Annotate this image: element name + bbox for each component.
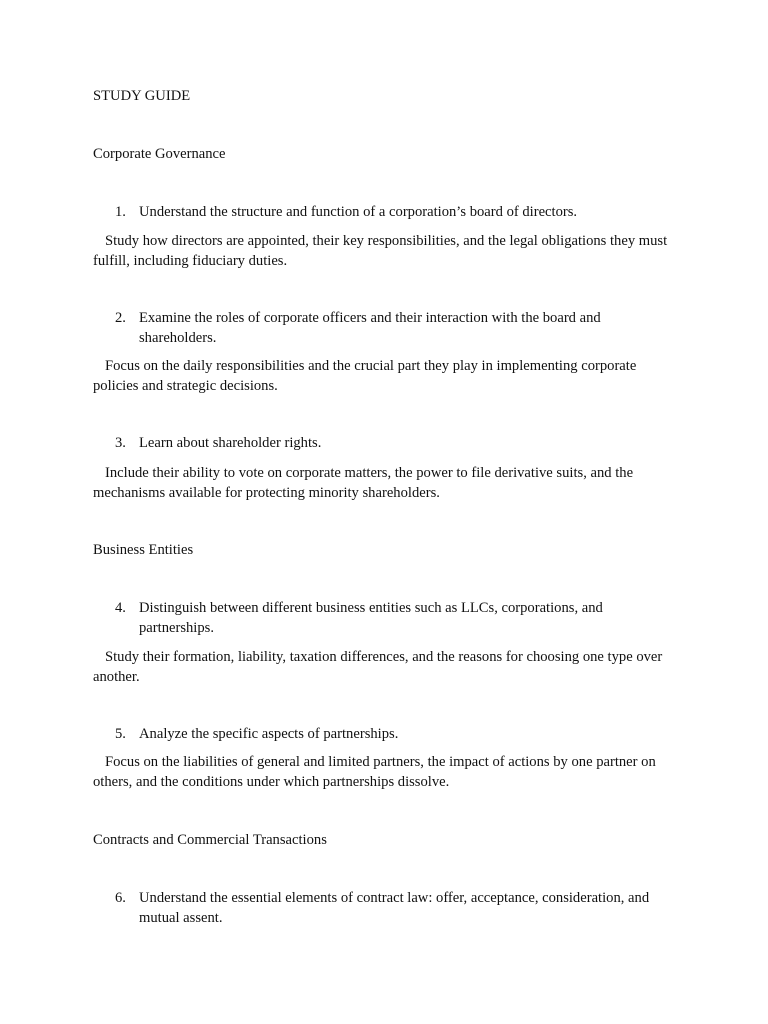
document-title: STUDY GUIDE: [93, 88, 191, 104]
list-item-number: 3.: [115, 435, 126, 451]
list-item-text: Understand the essential elements of contract law: offer, acceptance, consideration, and mutual assent.: [139, 890, 650, 926]
list-item-number: 6.: [115, 890, 126, 906]
section-heading-business-entities: Business Entities: [93, 542, 194, 558]
list-item-number: 5.: [115, 726, 126, 742]
section-heading-contracts: Contracts and Commercial Transactions: [93, 832, 327, 848]
list-item-text: Analyze the specific aspects of partnerships.: [139, 726, 399, 742]
list-item-text: Examine the roles of corporate officers and their interaction with the board and shareholders.: [139, 310, 601, 346]
list-item-1: [115, 203, 675, 223]
list-item-detail: Study how directors are appointed, their key responsibilities, and the legal obligations they must fulfill, including fiduciary duties.: [93, 233, 668, 269]
list-item-number: 2.: [115, 310, 126, 326]
list-item-text: Learn about shareholder rights.: [139, 435, 322, 451]
list-item-5: [115, 725, 675, 745]
list-item-detail: Study their formation, liability, taxation differences, and the reasons for choosing one type over another.: [93, 649, 663, 685]
list-item-number: 4.: [115, 600, 126, 616]
list-item-6: [115, 889, 675, 928]
list-item-2: [115, 309, 675, 348]
section-heading-corporate-governance: Corporate Governance: [93, 146, 226, 162]
list-item-text: Distinguish between different business entities such as LLCs, corporations, and partnerships.: [139, 600, 603, 636]
list-item-detail: Focus on the daily responsibilities and the crucial part they play in implementing corporate policies and strategic decisions.: [93, 358, 637, 394]
list-item-4: [115, 599, 675, 638]
list-item-text: Understand the structure and function of a corporation’s board of directors.: [139, 204, 578, 220]
list-item-3: [115, 434, 675, 454]
list-item-number: 1.: [115, 204, 126, 220]
list-item-detail: Focus on the liabilities of general and limited partners, the impact of actions by one partner on others, and the conditions under which partnerships dissolve.: [93, 754, 656, 790]
list-item-detail: Include their ability to vote on corporate matters, the power to file derivative suits, and the mechanisms available for protecting minority shareholders.: [93, 465, 634, 501]
